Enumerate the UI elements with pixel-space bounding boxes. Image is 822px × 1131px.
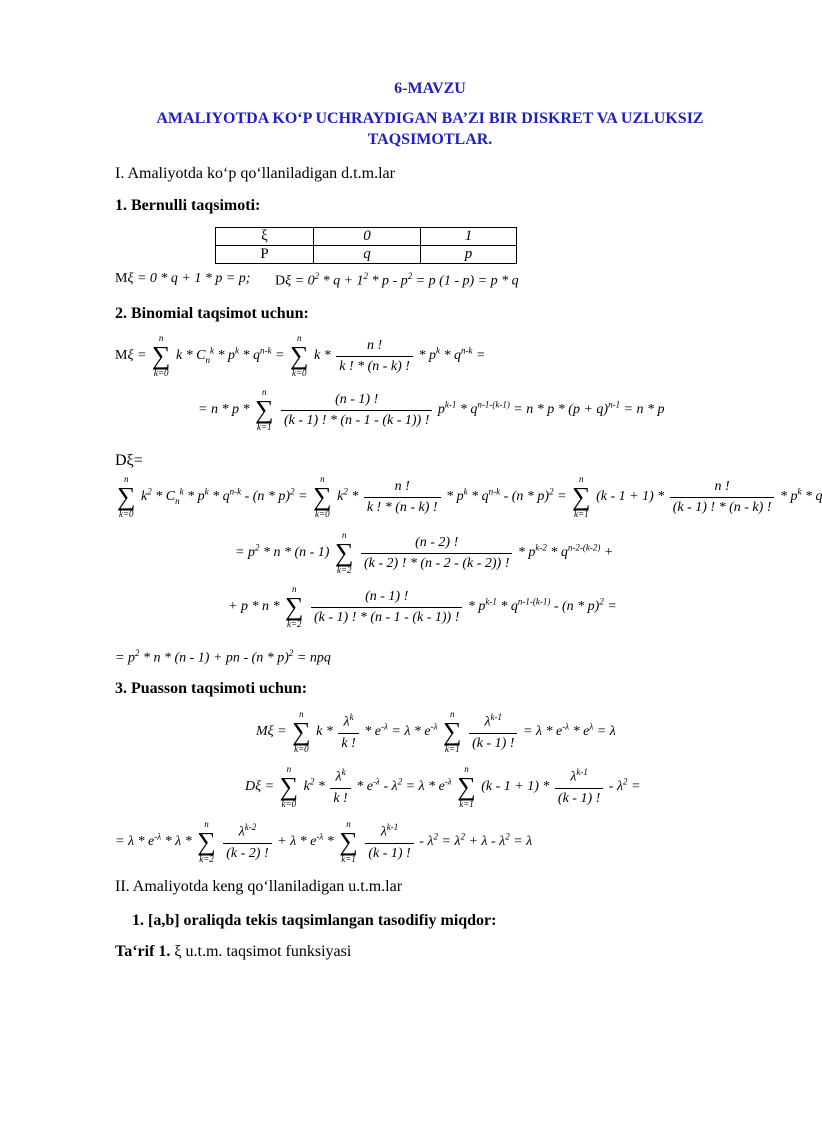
poisson-variance-formula: Dξ = n ∑ k=0 $k^2$ * $\frac{\lambda^k}{k !}$ * $e^{-\lambda} - \lambda^2 = \lambda * e^{-\lambda}$ n ∑ k=1 (k - 1 + 1) * $\frac{\lambda^{k-1}}{(k - 1) !}$ - $\lambda^2$ = (245, 764, 641, 809)
definition-label: Ta‘rif 1. (115, 943, 171, 960)
poisson-variance-result: = λ * $e^{-\lambda}$ * λ * n ∑ k=2 $\frac{\lambda^{k-2}}{(k - 2) !}$ + λ * $e^{-\lambda}$ * n ∑ k=1 $\frac{\lambda^{k-1}}{(k - 1) !}$ - $\lambda^2 = \lambda^2 + \lambda - \lambda^2 = \lambda$ (115, 819, 533, 864)
definition-text: ξ u.t.m. taqsimot funksiyasi (170, 943, 352, 960)
bernoulli-mean-formula: Mξ = 0 * q + 1 * p = p; (115, 271, 251, 286)
page-title-line1: AMALIYOTDA KO‘P UCHRAYDIGAN BA’ZI BIR DISKRET VA UZLUKSIZ (156, 110, 704, 127)
section-heading-discrete: I. Amaliyotda ko‘p qo‘llaniladigan d.t.m.lar (115, 165, 395, 182)
table-cell: 0 (314, 228, 421, 246)
table-cell: 1 (421, 228, 517, 246)
binomial-variance-label: Dξ= (115, 452, 143, 469)
poisson-mean-formula: Mξ = n ∑ k=0 k * $\frac{\lambda^k}{k !}$ * $e^{-\lambda} = \lambda * e^{-\lambda}$ n ∑ k=1 $\frac{\lambda^{k-1}}{(k - 1) !}$ = $\lambda * e^{-\lambda} * e^\lambda = \lambda$ (256, 709, 616, 754)
binomial-heading: 2. Binomial taqsimot uchun: (115, 305, 309, 322)
bernoulli-distribution-table (215, 227, 517, 264)
binomial-variance-formula-cont1: = $p^2$ * n * (n - 1) n ∑ k=2 $\frac{(n - 2) !}{(k - 2) ! * (n - 2 - (k - 2)) !}$ * $p^{k-2} * q^{n-2-(k-2)}$ + (235, 530, 614, 575)
table-cell: p (421, 246, 517, 264)
table-cell: ξ (216, 228, 314, 246)
bernoulli-variance-formula: $D\xi = 0^2 * q + 1^2 * p - p^2 = p$ (1 - p) = p * q (275, 271, 519, 289)
bernoulli-heading: 1. Bernulli taqsimoti: (115, 197, 261, 214)
binomial-variance-formula: n ∑ k=0 $k^2 * C_n^k * p^k * q^{n-k} - (n * p)^2$ = n ∑ k=0 $k^2$ * $\frac{n !}{k ! * (n - k) !}$ * $p^k * q^{n-k} - (n * p)^2$ = n ∑ k=1 (k - 1 + 1) * $\frac{n !}{(k - 1) ! * (n - k) !}$ * $p^k$ * q (117, 474, 822, 519)
poisson-heading: 3. Puasson taqsimoti uchun: (115, 680, 308, 697)
page-title-line2: TAQSIMOTLAR. (367, 131, 493, 148)
table-cell: q (314, 246, 421, 264)
section-heading-continuous: II. Amaliyotda keng qo‘llaniladigan u.t.m.lar (115, 878, 403, 895)
definition-paragraph (115, 943, 351, 961)
table-cell: P (216, 246, 314, 264)
binomial-mean-formula: Mξ = n ∑ k=0 k * $C_n^k * p^k * q^{n-k}$ = n ∑ k=0 k * $\frac{n !}{k ! * (n - k) !}$ * $p^k * q^{n-k}$ = (115, 333, 486, 378)
binomial-variance-result: = $p^2$ * n * (n - 1) + pn - (n * p)$^2$ = npq (115, 648, 331, 666)
binomial-variance-formula-cont2: + p * n * n ∑ k=2 $\frac{(n - 1) !}{(k - 1) ! * (n - 1 - (k - 1)) !}$ * $p^{k-1} * q^{n-1-(k-1)} - (n * p)^2$ = (228, 584, 617, 629)
binomial-mean-formula-cont: = n * p * n ∑ k=1 $\frac{(n - 1) !}{(k - 1) ! * (n - 1 - (k - 1)) !}$ $p^{k-1} * q^{n-1-(k-1)} = n * p * (p + q)^{n-1} = n * p$ (198, 387, 665, 432)
uniform-distribution-item: 1. [a,b] oraliqda tekis taqsimlangan tasodifiy miqdor: (132, 912, 497, 929)
topic-number: 6-MAVZU (394, 80, 466, 97)
